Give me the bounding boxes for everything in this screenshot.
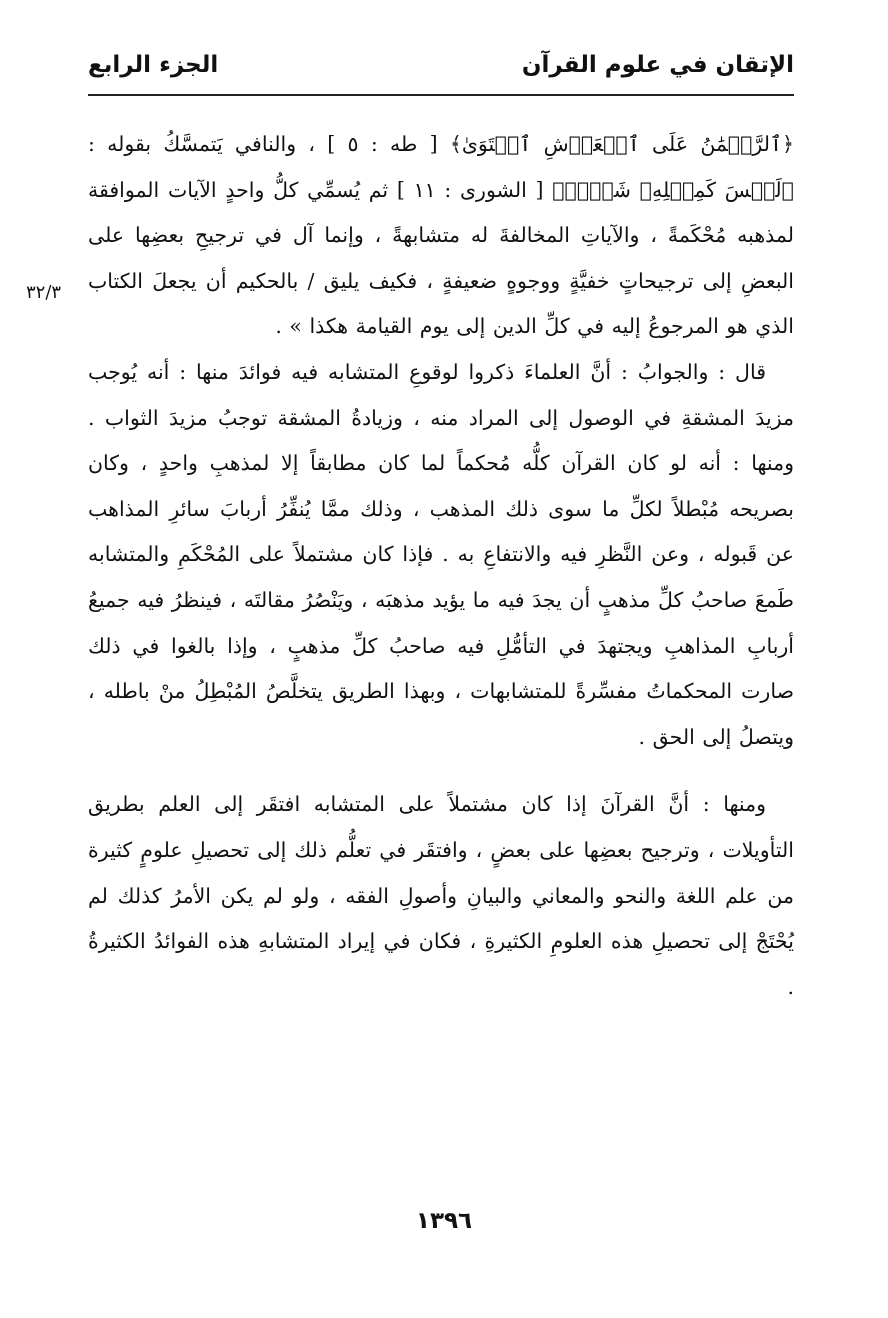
page-number: ١٣٩٦ <box>415 1208 473 1234</box>
part-label: الجزء الرابع <box>88 52 219 78</box>
book-title: الإتقان في علوم القرآن <box>521 52 794 78</box>
page-body <box>88 122 794 1010</box>
running-header <box>88 52 794 96</box>
margin-page-reference: ٣٢/٣ <box>26 282 62 303</box>
paragraph-3: ومنها : أنَّ القرآنَ إذا كان مشتملاً على المتشابه افتقَر إلى العلم بطريق التأويلات ، وترجيح بعضِها على بعضٍ ، وافتقَر في تعلُّم ذلك إلى تحصيلِ علومٍ كثيرة من علم اللغة والنحو والمعاني والبيانِ وأصولِ الفقه ، ولو لم يكن الأمرُ كذلك لم يُحْتَجْ إلى تحصيلِ هذه العلومِ الكثيرةِ ، فكان في إيراد المتشابهِ هذه الفوائدُ الكثيرةُ . <box>88 792 794 999</box>
paragraph-1: ﴿ٱلرَّحۡمَٰنُ عَلَى ٱلۡعَرۡشِ ٱسۡتَوَىٰ﴾ [ طه : ٥ ] ، والنافي يَتمسَّكُ بقوله : ﴿لَيۡسَ كَمِثۡلِهِۦ شَيۡءٞ﴾ [ الشورى : ١١ ] ثم يُسمِّي كلُّ واحدٍ الآيات الموافقة لمذهبه مُحْكَمةً ، والآياتِ المخالفةَ له متشابهةً ، وإنما آل في ترجيحِ بعضِها على البعضِ إلى ترجيحاتٍ خفيَّةٍ ووجوهٍ ضعيفةٍ ، فكيف يليق / بالحكيم أن يجعلَ الكتاب الذي هو المرجوعُ إليه في كلِّ الدين إلى يوم القيامة هكذا » . <box>88 132 794 339</box>
header-divider <box>88 94 794 96</box>
paragraph-2: قال : والجوابُ : أنَّ العلماءَ ذكروا لوقوعِ المتشابه فيه فوائدَ منها : أنه يُوجب مزيدَ المشقةِ في الوصول إلى المراد منه ، وزيادةُ المشقة توجبُ مزيدَ الثواب . ومنها : أنه لو كان القرآن كلُّه مُحكماً لما كان مطابقاً إلا لمذهبِ واحدٍ ، وكان بصريحه مُبْطلاً لكلِّ ما سوى ذلك المذهب ، وذلك ممَّا يُنفِّرُ أربابَ سائرِ المذاهب عن قَبوله ، وعن النَّظرِ فيه والانتفاعِ به . فإذا كان مشتملاً على المُحْكَمِ والمتشابه طَمعَ صاحبُ كلِّ مذهبٍ أن يجدَ فيه ما يؤيد مذهبَه ، ويَنْصُرُ مقالتَه ، فينظرُ فيه جميعُ أربابِ المذاهبِ ويجتهدَ في التأمُّلِ فيه صاحبُ كلِّ مذهبٍ ، وإذا بالغوا في ذلك صارت المحكماتُ مفسِّرةً للمتشابهات ، وبهذا الطريق يتخلَّصُ المُبْطِلُ منْ باطله ، ويتصلُ إلى الحق . <box>88 359 794 749</box>
